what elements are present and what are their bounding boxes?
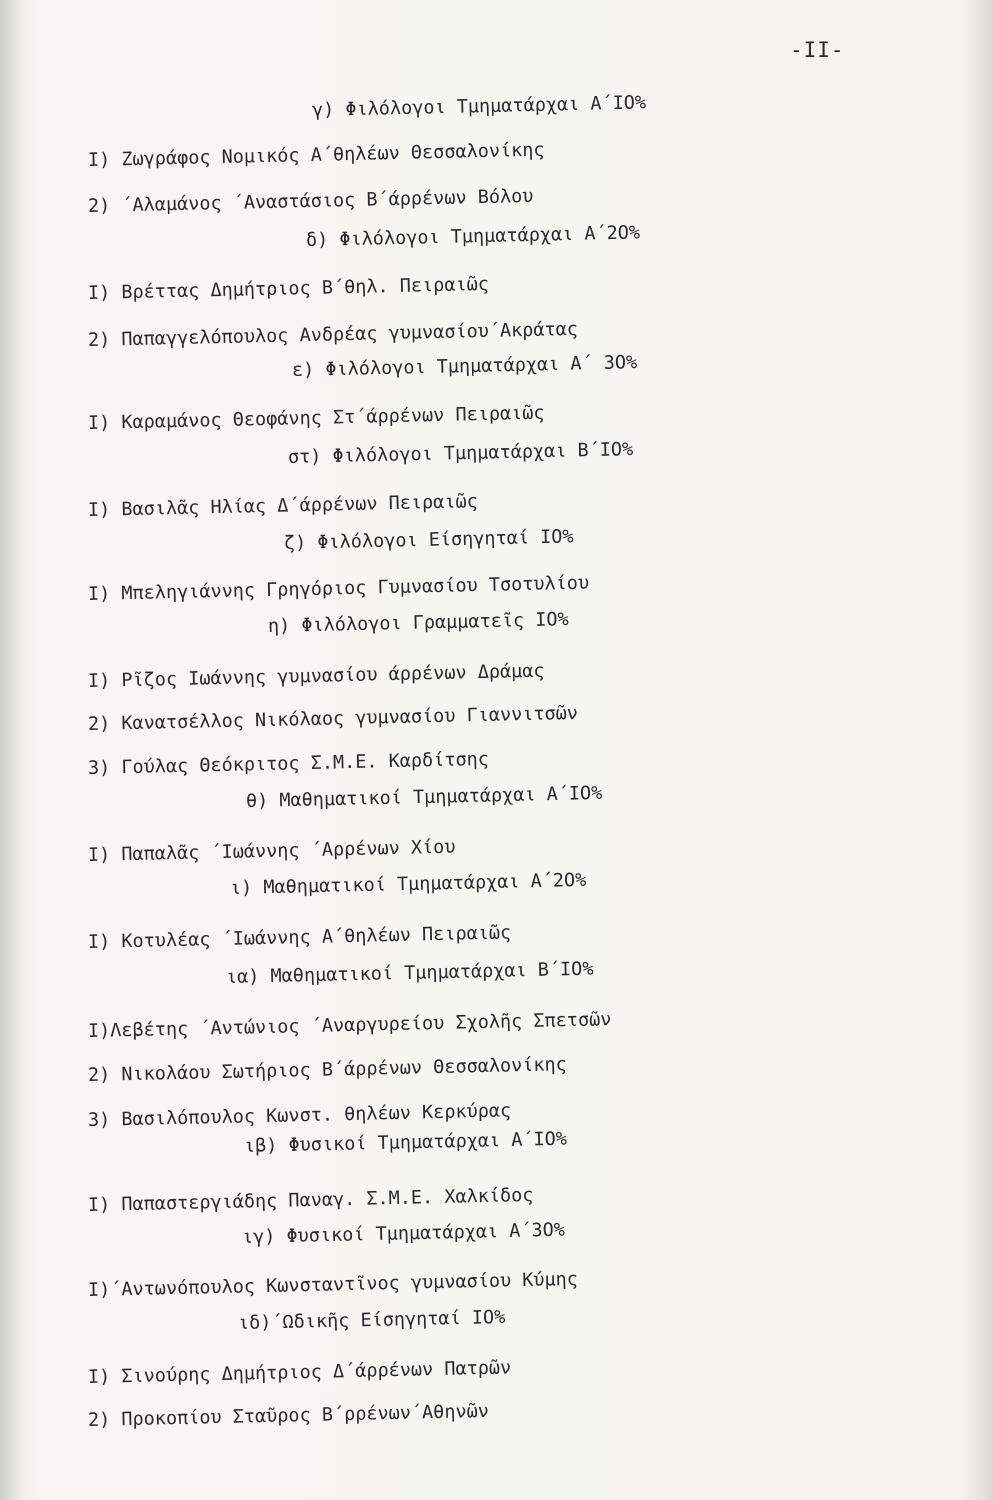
entry-line: Ι) Ρῖζος Ιωάννης γυμνασίου άρρένων Δράμας <box>87 660 545 692</box>
entry-line: Ι)Λεβέτης ΄Αντώνιος ΄Αναργυρείου Σχολῆς Σπετσῶν <box>87 1009 612 1042</box>
entry-line: Ι) Παπαστεργιάδης Παναγ. Σ.Μ.Ε. Χαλκίδος <box>87 1184 534 1216</box>
section-heading: ε) Φιλόλογοι Τμηματάρχαι Α΄ 3Ο% <box>291 352 638 381</box>
entry-line: 3) Γούλας Θεόκριτος Σ.Μ.Ε. Καρδίτσης <box>87 748 490 779</box>
section-heading: στ) Φιλόλογοι Τμηματάρχαι Β΄ΙΟ% <box>287 439 634 468</box>
entry-line: Ι)΄Αντωνόπουλος Κωνσταντῖνος γυμνασίου Κύμης <box>87 1268 579 1301</box>
entry-line: Ι) Κοτυλέας ΄Ιωάννης Α΄θηλέων Πειραιῶς <box>87 922 512 953</box>
page-number: -II- <box>790 38 845 62</box>
entry-line: Ι) Μπεληγιάννης Γρηγόριος Γυμνασίου Τσοτυλίου <box>87 572 590 605</box>
entry-line: 2) Νικολάου Σωτήριος Β΄άρρένων Θεσσαλονίκης <box>87 1054 568 1086</box>
section-heading: ιδ)΄Ωδικῆς Είσηγηταί ΙΟ% <box>237 1306 506 1334</box>
entry-line: 2) Παπαγγελόπουλος Ανδρέας γυμνασίου΄Ακράτας <box>87 318 579 351</box>
section-heading: ζ) Φιλόλογοι Είσηγηταί ΙΟ% <box>283 526 574 554</box>
section-heading: η) Φιλόλογοι Γραμματεῖς ΙΟ% <box>267 609 569 637</box>
entry-line: Ι) Παπαλᾶς ΄Ιωάννης ΄Αρρένων Χίου <box>87 836 456 866</box>
section-heading: γ) Φιλόλογοι Τμηματάρχαι Α΄ΙΟ% <box>311 92 647 121</box>
section-heading: ια) Μαθηματικοί Τμηματάρχαι Β΄ΙΟ% <box>225 958 594 988</box>
entry-line: 2) ΄Αλαμάνος ΄Αναστάσιος Β΄άρρένων Βόλου <box>87 185 534 217</box>
entry-line: Ι) Καραμάνος Θεοφάνης Στ΄άρρένων Πειραιῶς <box>87 402 545 434</box>
entry-line: Ι) Σινούρης Δημήτριος Δ΄άρρένων Πατρῶν <box>87 1357 512 1388</box>
entry-line: 2) Κανατσέλλος Νικόλαος γυμνασίου Γιαννιτσῶν <box>87 702 579 735</box>
section-heading: ιγ) Φυσικοί Τμηματάρχαι Α΄3Ο% <box>241 1219 566 1248</box>
entry-line: Ι) Βασιλᾶς Ηλίας Δ΄άρρένων Πειραιῶς <box>87 491 478 521</box>
section-heading: θ) Μαθηματικοί Τμηματάρχαι Α΄ΙΟ% <box>245 782 603 812</box>
section-heading: ι) Μαθηματικοί Τμηματάρχαι Α΄2Ο% <box>229 869 587 899</box>
entry-line: 2) Προκοπίου Σταῦρος Β΄ρρένων΄Αθηνῶν <box>87 1400 490 1431</box>
entry-line: 3) Βασιλόπουλος Κωνστ. θηλέων Κερκύρας <box>87 1100 512 1131</box>
scan-edge-shadow <box>0 0 22 1500</box>
entry-line: Ι) Βρέττας Δημήτριος Β΄θηλ. Πειραιῶς <box>87 273 490 304</box>
section-heading: ιβ) Φυσικοί Τμηματάρχαι Α΄ΙΟ% <box>243 1128 568 1157</box>
entry-line: Ι) Ζωγράφος Νομικός Α΄θηλέων Θεσσαλονίκης <box>87 139 545 171</box>
section-heading: δ) Φιλόλογοι Τμηματάρχαι Α΄2Ο% <box>305 222 641 251</box>
